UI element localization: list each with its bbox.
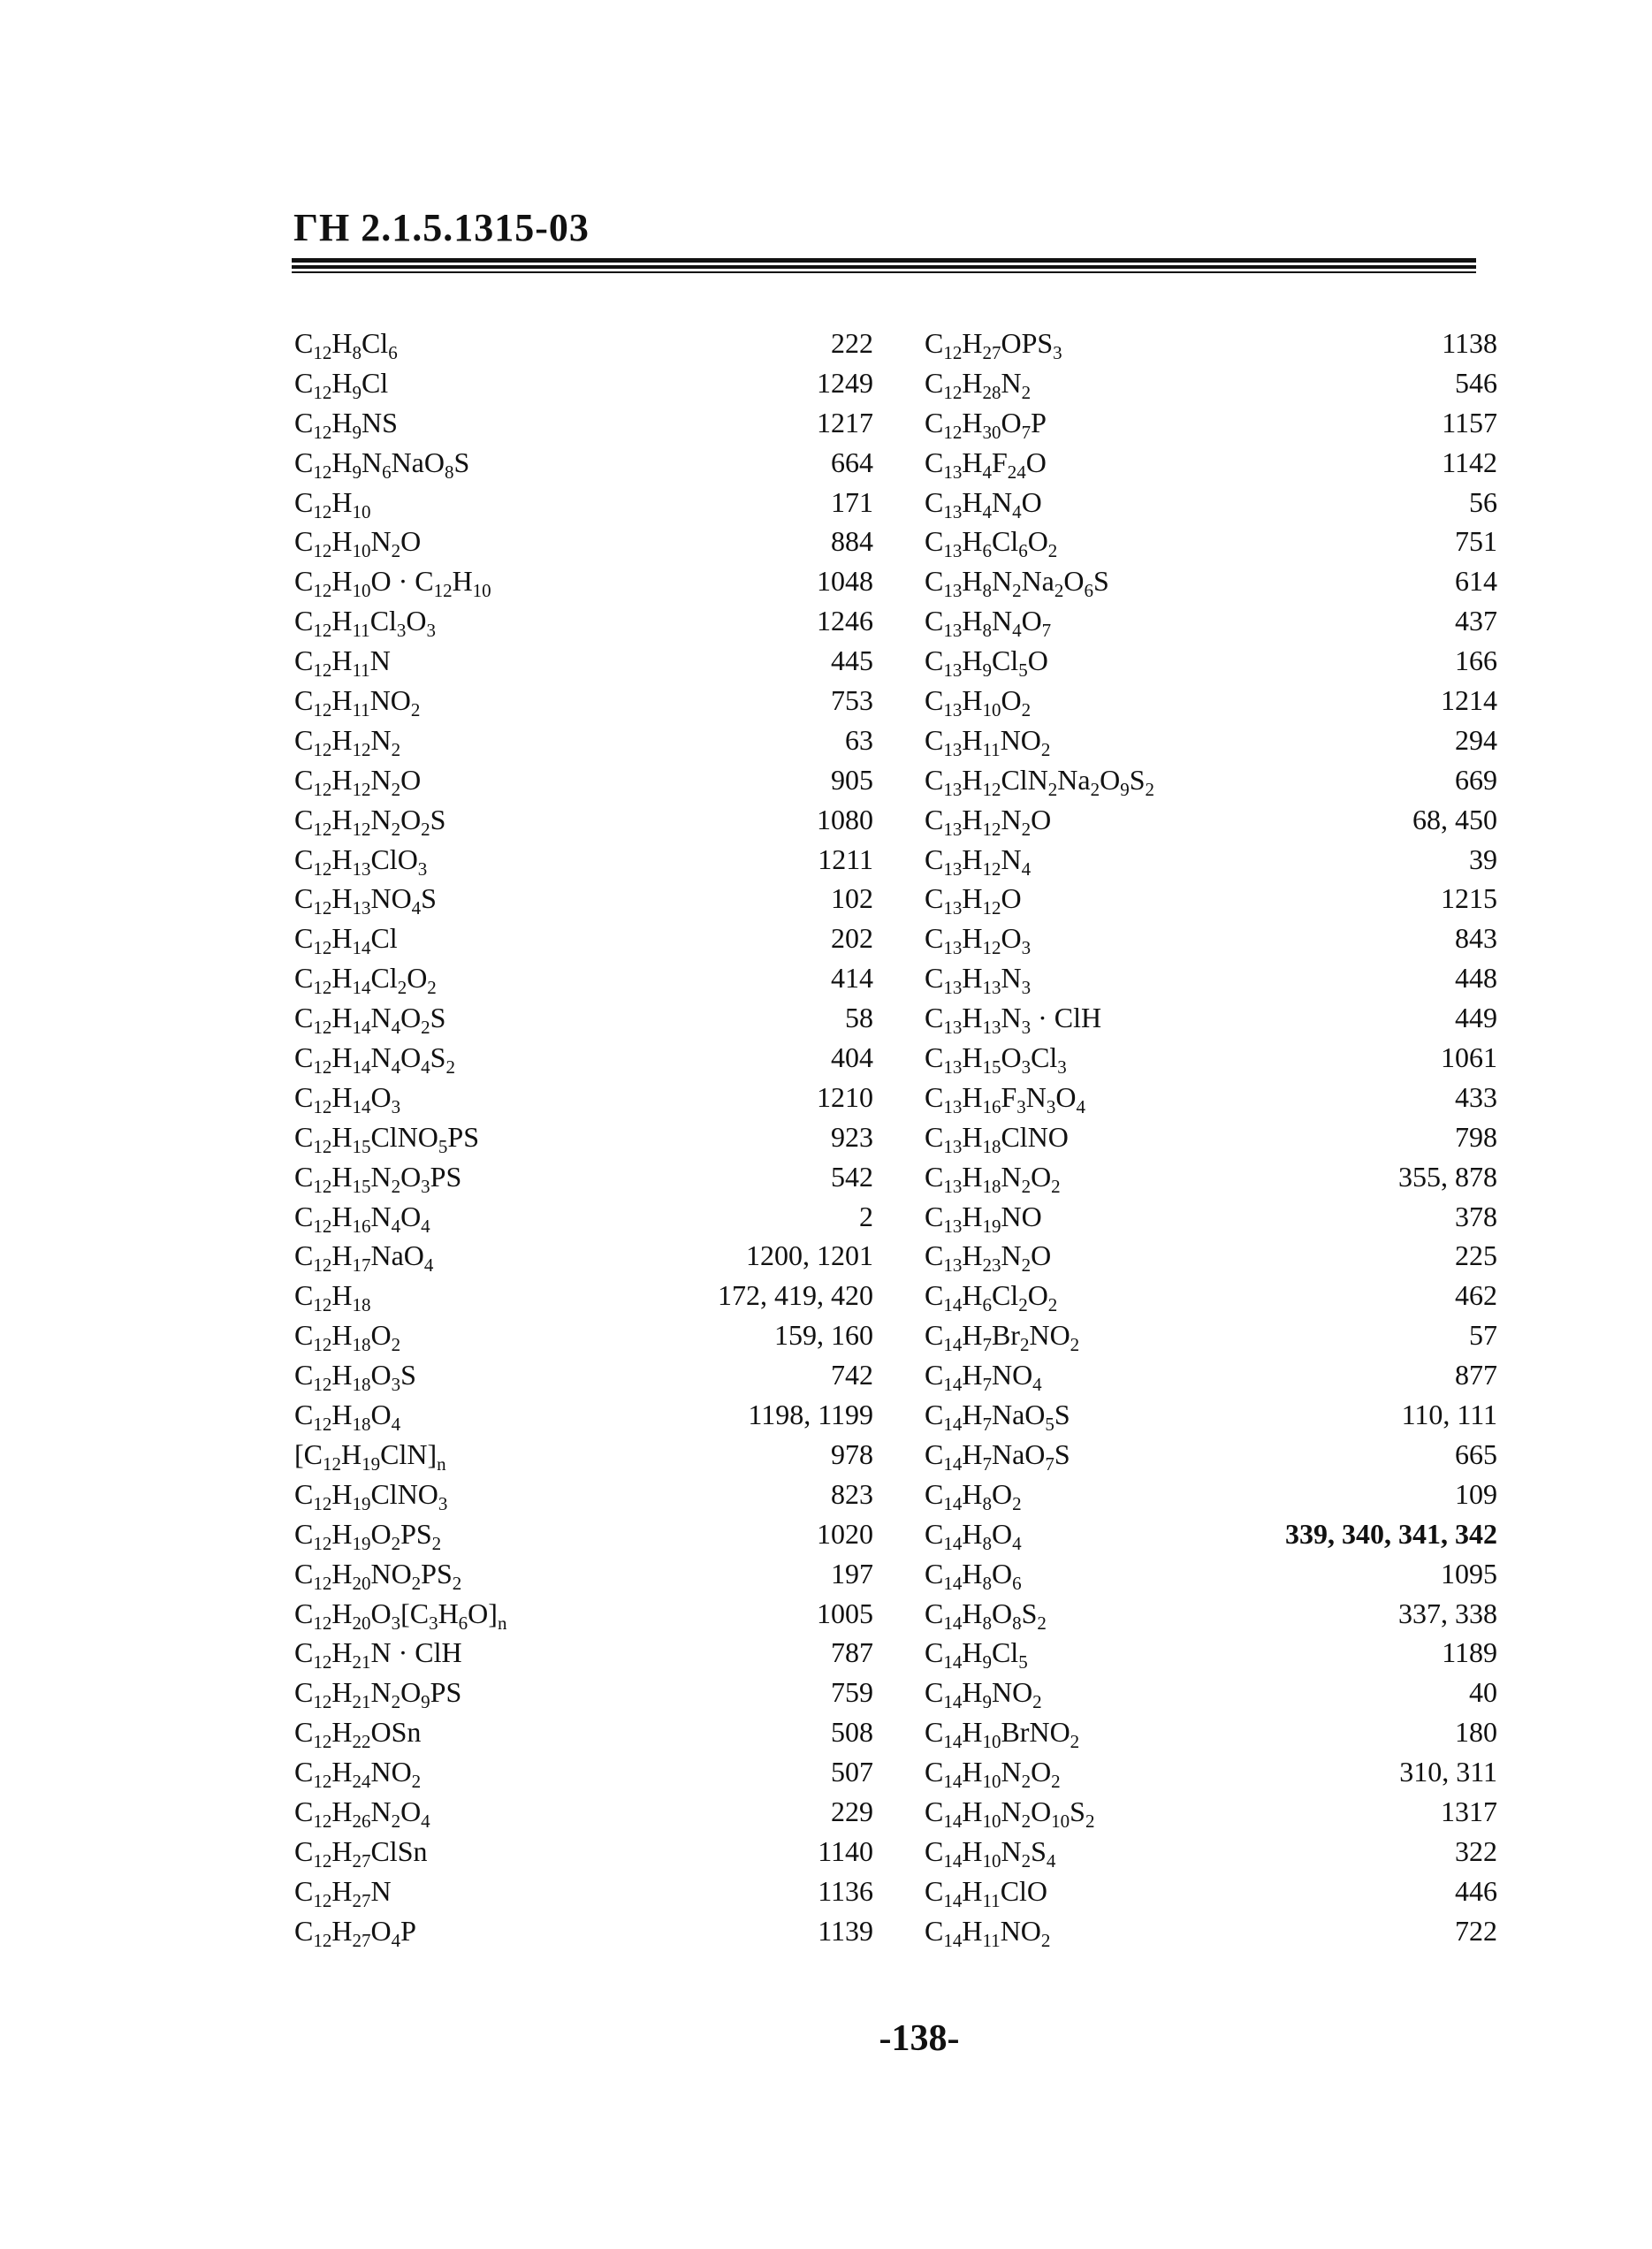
reference-number: 798: [1455, 1120, 1497, 1153]
chemical-formula: $C_{12}H_{27}ClSn$: [294, 1834, 428, 1872]
reference-number: 180: [1455, 1716, 1497, 1749]
chemical-formula: $C_{13}H_{12}O_3$: [925, 922, 1032, 959]
index-row: [294, 1117, 873, 1157]
reference-number: 1020: [817, 1517, 873, 1550]
chemical-formula: $C_{12}H_{14}Cl$: [294, 922, 398, 959]
index-row: [925, 1752, 1497, 1792]
chemical-formula: $C_{12}H_{24}NO_2$: [294, 1756, 422, 1793]
reference-number: 339, 340, 341, 342: [1285, 1517, 1497, 1550]
index-row: [294, 1078, 873, 1117]
chemical-formula: $C_{12}H_{22}OSn$: [294, 1716, 422, 1753]
reference-number: 751: [1455, 525, 1497, 558]
index-row: [925, 879, 1497, 919]
chemical-formula: $C_{12}H_9Cl$: [294, 366, 389, 403]
chemical-formula: $C_{12}H_{11}N$: [294, 644, 391, 682]
reference-number: 448: [1455, 962, 1497, 995]
reference-number: 222: [831, 327, 873, 359]
chemical-formula: $C_{14}H_{10}N_2O_2$: [925, 1756, 1061, 1793]
index-row: [294, 1395, 873, 1435]
index-row: [294, 1276, 873, 1315]
chemical-formula: $C_{12}H_{21}N_2O_9PS$: [294, 1676, 462, 1713]
chemical-formula: $C_{14}H_8O_8S_2$: [925, 1597, 1047, 1634]
index-row: [925, 522, 1497, 561]
chemical-formula: $C_{12}H_{18}O_3S$: [294, 1359, 416, 1396]
reference-number: 665: [1455, 1437, 1497, 1470]
index-row: [294, 1355, 873, 1395]
chemical-formula: $C_{12}H_{18}$: [294, 1279, 371, 1316]
reference-number: 1189: [1442, 1636, 1497, 1669]
chemical-formula: $C_{14}H_9Cl_5$: [925, 1636, 1028, 1673]
chemical-formula: $C_{12}H_{11}Cl_3O_3$: [294, 605, 437, 642]
reference-number: 1200, 1201: [746, 1239, 873, 1272]
chemical-formula: $C_{13}H_{11}NO_2$: [925, 723, 1051, 760]
chemical-formula: $C_{12}H_{10}O \cdot C_{12}H_{10}$: [294, 565, 491, 602]
index-row: [925, 324, 1497, 363]
index-row: [294, 1435, 873, 1475]
index-row: [294, 1594, 873, 1634]
chemical-formula: $C_{14}H_7NaO_5S$: [925, 1399, 1070, 1436]
index-row: [925, 1038, 1497, 1078]
index-row: [925, 760, 1497, 800]
chemical-formula: $C_{12}H_{19}ClNO_3$: [294, 1477, 448, 1514]
chemical-formula: $C_{12}H_9N_6NaO_8S$: [294, 446, 470, 483]
index-row: [925, 1673, 1497, 1712]
chemical-formula: $C_{13}H_{15}O_3Cl_3$: [925, 1041, 1067, 1079]
chemical-formula: $C_{12}H_{16}N_4O_4$: [294, 1200, 430, 1237]
reference-number: 433: [1455, 1080, 1497, 1113]
index-row: [294, 601, 873, 641]
index-row: [294, 443, 873, 483]
reference-number: 225: [1455, 1239, 1497, 1272]
reference-number: 39: [1469, 842, 1497, 875]
index-row: [294, 1197, 873, 1237]
reference-number: 294: [1455, 723, 1497, 756]
index-row: [925, 1157, 1497, 1197]
chemical-formula: $C_{12}H_{27}N$: [294, 1874, 392, 1911]
index-row: [925, 1078, 1497, 1117]
chemical-formula: $C_{13}H_4F_{24}O$: [925, 446, 1047, 483]
chemical-formula: $[C_{12}H_{19}ClN]_n$: [294, 1437, 446, 1475]
reference-number: 877: [1455, 1359, 1497, 1391]
index-row: [294, 919, 873, 958]
chemical-formula: $C_{14}H_6Cl_2O_2$: [925, 1279, 1058, 1316]
reference-number: 614: [1455, 565, 1497, 598]
chemical-formula: $C_{14}H_{10}N_2S_4$: [925, 1834, 1056, 1872]
reference-number: 905: [831, 763, 873, 796]
reference-number: 1005: [817, 1597, 873, 1629]
chemical-formula: $C_{14}H_7NaO_7S$: [925, 1437, 1070, 1475]
chemical-formula: $C_{12}H_{15}ClNO_5PS$: [294, 1120, 479, 1157]
index-row: [294, 363, 873, 403]
index-row: [925, 1633, 1497, 1673]
chemical-formula: $C_{13}H_6Cl_6O_2$: [925, 525, 1058, 562]
index-row: [294, 1752, 873, 1792]
reference-number: 109: [1455, 1477, 1497, 1510]
reference-number: 1198, 1199: [748, 1399, 873, 1431]
chemical-formula: $C_{13}H_8N_4O_7$: [925, 605, 1052, 642]
reference-number: 337, 338: [1398, 1597, 1497, 1629]
reference-number: 1217: [817, 406, 873, 438]
reference-number: 884: [831, 525, 873, 558]
reference-number: 1211: [818, 842, 873, 875]
chemical-formula: $C_{12}H_8Cl_6$: [294, 327, 398, 363]
index-row: [925, 1435, 1497, 1475]
chemical-formula: $C_{12}H_{14}N_4O_4S_2$: [294, 1041, 455, 1079]
index-row: [925, 1792, 1497, 1832]
chemical-formula: $C_{14}H_9NO_2$: [925, 1676, 1042, 1713]
index-row: [294, 1315, 873, 1355]
reference-number: 753: [831, 684, 873, 717]
index-row: [294, 403, 873, 443]
reference-number: 1142: [1442, 446, 1497, 478]
index-row: [925, 1554, 1497, 1594]
reference-number: 1061: [1441, 1041, 1497, 1074]
reference-number: 322: [1455, 1834, 1497, 1867]
index-row: [294, 483, 873, 522]
index-row: [925, 720, 1497, 760]
reference-number: 2: [859, 1200, 873, 1232]
reference-number: 823: [831, 1477, 873, 1510]
chemical-formula: $C_{12}H_{20}O_3[C_3H_6O]_n$: [294, 1597, 507, 1634]
chemical-formula: $C_{12}H_{14}Cl_2O_2$: [294, 962, 437, 999]
reference-number: 102: [831, 882, 873, 915]
chemical-formula: $C_{12}H_{26}N_2O_4$: [294, 1795, 430, 1832]
chemical-formula: $C_{12}H_{14}O_3$: [294, 1080, 401, 1117]
reference-number: 449: [1455, 1002, 1497, 1034]
chemical-formula: $C_{13}H_{12}O$: [925, 882, 1022, 919]
chemical-formula: $C_{12}H_{18}O_4$: [294, 1399, 401, 1436]
index-row: [925, 403, 1497, 443]
reference-number: 57: [1469, 1319, 1497, 1352]
index-row: [294, 760, 873, 800]
reference-number: 378: [1455, 1200, 1497, 1232]
chemical-formula: $C_{12}H_{10}N_2O$: [294, 525, 422, 562]
chemical-formula: $C_{13}H_{12}N_2O$: [925, 803, 1052, 840]
reference-number: 63: [845, 723, 873, 756]
index-row: [925, 1355, 1497, 1395]
reference-number: 722: [1455, 1914, 1497, 1947]
chemical-formula: $C_{12}H_{27}O_4P$: [294, 1914, 416, 1951]
index-row: [294, 1712, 873, 1752]
reference-number: 1215: [1441, 882, 1497, 915]
index-row: [294, 1872, 873, 1911]
reference-number: 742: [831, 1359, 873, 1391]
page-number: -138-: [879, 2018, 960, 2059]
reference-number: 159, 160: [774, 1319, 873, 1352]
chemical-formula: $C_{13}H_{13}N_3$ · ClH: [925, 1002, 1102, 1039]
chemical-formula: $C_{12}H_{13}NO_4S$: [294, 882, 437, 919]
index-row: [925, 1236, 1497, 1276]
index-row: [925, 443, 1497, 483]
reference-number: 1138: [1442, 327, 1497, 359]
reference-number: 110, 111: [1401, 1399, 1497, 1431]
index-row: [294, 641, 873, 681]
index-row: [294, 1792, 873, 1832]
reference-number: 787: [831, 1636, 873, 1669]
index-row: [294, 681, 873, 720]
index-row: [294, 1157, 873, 1197]
index-row: [925, 1514, 1497, 1554]
reference-number: 1249: [817, 366, 873, 399]
chemical-formula: $C_{14}H_{10}N_2O_{10}S_2$: [925, 1795, 1095, 1832]
index-row: [294, 1911, 873, 1951]
reference-number: 546: [1455, 366, 1497, 399]
reference-number: 414: [831, 962, 873, 995]
reference-number: 56: [1469, 485, 1497, 518]
reference-number: 508: [831, 1716, 873, 1749]
index-row: [925, 800, 1497, 840]
reference-number: 1140: [818, 1834, 873, 1867]
chemical-formula: $C_{14}H_8O_2$: [925, 1477, 1022, 1514]
reference-number: 923: [831, 1120, 873, 1153]
reference-number: 229: [831, 1795, 873, 1827]
index-row: [925, 1712, 1497, 1752]
chemical-formula: $C_{13}H_{16}F_3N_3O_4$: [925, 1080, 1085, 1117]
header-rule-thick: [292, 258, 1476, 263]
reference-number: 462: [1455, 1279, 1497, 1312]
chemical-formula: $C_{13}H_4N_4O$: [925, 485, 1042, 522]
reference-number: 1157: [1442, 406, 1497, 438]
chemical-formula: $C_{12}H_{27}OPS_3$: [925, 327, 1062, 363]
index-row: [925, 681, 1497, 720]
index-row: [925, 998, 1497, 1038]
index-row: [294, 720, 873, 760]
chemical-formula: $C_{12}H_{12}N_2O_2S$: [294, 803, 446, 840]
reference-number: 40: [1469, 1676, 1497, 1709]
index-row: [925, 840, 1497, 880]
reference-number: 445: [831, 644, 873, 677]
reference-number: 171: [831, 485, 873, 518]
index-row: [294, 879, 873, 919]
index-row: [294, 1236, 873, 1276]
chemical-formula: $C_{12}H_{21}N$ · ClH: [294, 1636, 462, 1673]
chemical-formula: $C_{14}H_8O_6$: [925, 1557, 1022, 1594]
index-row: [294, 998, 873, 1038]
reference-number: 437: [1455, 605, 1497, 637]
chemical-formula: $C_{12}H_9NS$: [294, 406, 398, 443]
index-row: [294, 1673, 873, 1712]
chemical-formula: $C_{13}H_9Cl_5O$: [925, 644, 1048, 682]
chemical-formula: $C_{14}H_7NO_4$: [925, 1359, 1042, 1396]
chemical-formula: $C_{14}H_{11}NO_2$: [925, 1914, 1051, 1951]
index-row: [925, 958, 1497, 998]
reference-number: 197: [831, 1557, 873, 1590]
reference-number: 1210: [817, 1080, 873, 1113]
chemical-formula: $C_{13}H_{10}O_2$: [925, 684, 1032, 721]
reference-number: 166: [1455, 644, 1497, 677]
reference-number: 1139: [818, 1914, 873, 1947]
index-row: [925, 1872, 1497, 1911]
chemical-formula: $C_{12}H_{20}NO_2PS_2$: [294, 1557, 462, 1594]
index-row: [294, 958, 873, 998]
reference-number: 542: [831, 1160, 873, 1193]
index-row: [925, 1117, 1497, 1157]
index-row: [294, 1038, 873, 1078]
index-row: [294, 1554, 873, 1594]
chemical-formula: $C_{13}H_{12}N_4$: [925, 842, 1032, 880]
reference-number: 669: [1455, 763, 1497, 796]
chemical-formula: $C_{12}H_{14}N_4O_2S$: [294, 1002, 446, 1039]
chemical-formula: $C_{12}H_{13}ClO_3$: [294, 842, 428, 880]
index-row: [294, 522, 873, 561]
index-row: [294, 324, 873, 363]
chemical-formula: $C_{13}H_{19}NO$: [925, 1200, 1042, 1237]
index-row: [925, 1276, 1497, 1315]
index-row: [294, 561, 873, 601]
chemical-formula: $C_{12}H_{12}N_2$: [294, 723, 401, 760]
chemical-formula: $C_{12}H_{18}O_2$: [294, 1319, 401, 1356]
reference-number: 664: [831, 446, 873, 478]
reference-number: 355, 878: [1398, 1160, 1497, 1193]
index-row: [294, 1633, 873, 1673]
index-row: [925, 1594, 1497, 1634]
index-row: [925, 561, 1497, 601]
reference-number: 1317: [1441, 1795, 1497, 1827]
chemical-formula: $C_{12}H_{15}N_2O_3PS$: [294, 1160, 462, 1197]
chemical-formula: $C_{13}H_{18}N_2O_2$: [925, 1160, 1061, 1197]
chemical-formula: $C_{12}H_{11}NO_2$: [294, 684, 421, 721]
reference-number: 1048: [817, 565, 873, 598]
chemical-formula: $C_{13}H_{12}ClN_2Na_2O_9S_2$: [925, 763, 1155, 800]
index-row: [294, 840, 873, 880]
reference-number: 58: [845, 1002, 873, 1034]
reference-number: 404: [831, 1041, 873, 1074]
reference-number: 1136: [818, 1874, 873, 1907]
reference-number: 68, 450: [1412, 803, 1497, 835]
reference-number: 759: [831, 1676, 873, 1709]
chemical-formula: $C_{12}H_{19}O_2PS_2$: [294, 1517, 442, 1554]
formula-index-right-column: [925, 324, 1497, 1951]
reference-number: 1214: [1441, 684, 1497, 717]
chemical-formula: $C_{13}H_{13}N_3$: [925, 962, 1032, 999]
chemical-formula: $C_{14}H_{10}BrNO_2$: [925, 1716, 1080, 1753]
page-header-title: ГН 2.1.5.1315-03: [293, 206, 590, 249]
index-row: [925, 919, 1497, 958]
reference-number: 1080: [817, 803, 873, 835]
formula-index-left-column: [294, 324, 873, 1951]
chemical-formula: $C_{12}H_{12}N_2O$: [294, 763, 422, 800]
chemical-formula: $C_{12}H_{30}O_7P$: [925, 406, 1047, 443]
chemical-formula: $C_{14}H_7Br_2NO_2$: [925, 1319, 1080, 1356]
reference-number: 202: [831, 922, 873, 955]
index-row: [925, 1475, 1497, 1514]
reference-number: 507: [831, 1756, 873, 1788]
chemical-formula: $C_{13}H_{23}N_2O$: [925, 1239, 1052, 1277]
index-row: [925, 601, 1497, 641]
chemical-formula: $C_{12}H_{17}NaO_4$: [294, 1239, 434, 1277]
chemical-formula: $C_{12}H_{10}$: [294, 485, 371, 522]
header-rule-middle: [292, 265, 1476, 269]
reference-number: 1095: [1441, 1557, 1497, 1590]
index-row: [925, 1395, 1497, 1435]
reference-number: 1246: [817, 605, 873, 637]
chemical-formula: $C_{12}H_{28}N_2$: [925, 366, 1032, 403]
reference-number: 310, 311: [1399, 1756, 1497, 1788]
index-row: [925, 483, 1497, 522]
index-row: [925, 1197, 1497, 1237]
reference-number: 172, 419, 420: [718, 1279, 873, 1312]
index-row: [925, 363, 1497, 403]
reference-number: 978: [831, 1437, 873, 1470]
index-row: [294, 800, 873, 840]
index-row: [925, 1911, 1497, 1951]
chemical-formula: $C_{13}H_8N_2Na_2O_6S$: [925, 565, 1109, 602]
index-row: [925, 641, 1497, 681]
reference-number: 843: [1455, 922, 1497, 955]
chemical-formula: $C_{14}H_{11}ClO$: [925, 1874, 1048, 1911]
index-row: [294, 1475, 873, 1514]
index-row: [925, 1832, 1497, 1872]
index-row: [294, 1514, 873, 1554]
chemical-formula: $C_{14}H_8O_4$: [925, 1517, 1022, 1554]
header-rule-thin: [292, 271, 1476, 273]
index-row: [925, 1315, 1497, 1355]
index-row: [294, 1832, 873, 1872]
chemical-formula: $C_{13}H_{18}ClNO$: [925, 1120, 1069, 1157]
reference-number: 446: [1455, 1874, 1497, 1907]
